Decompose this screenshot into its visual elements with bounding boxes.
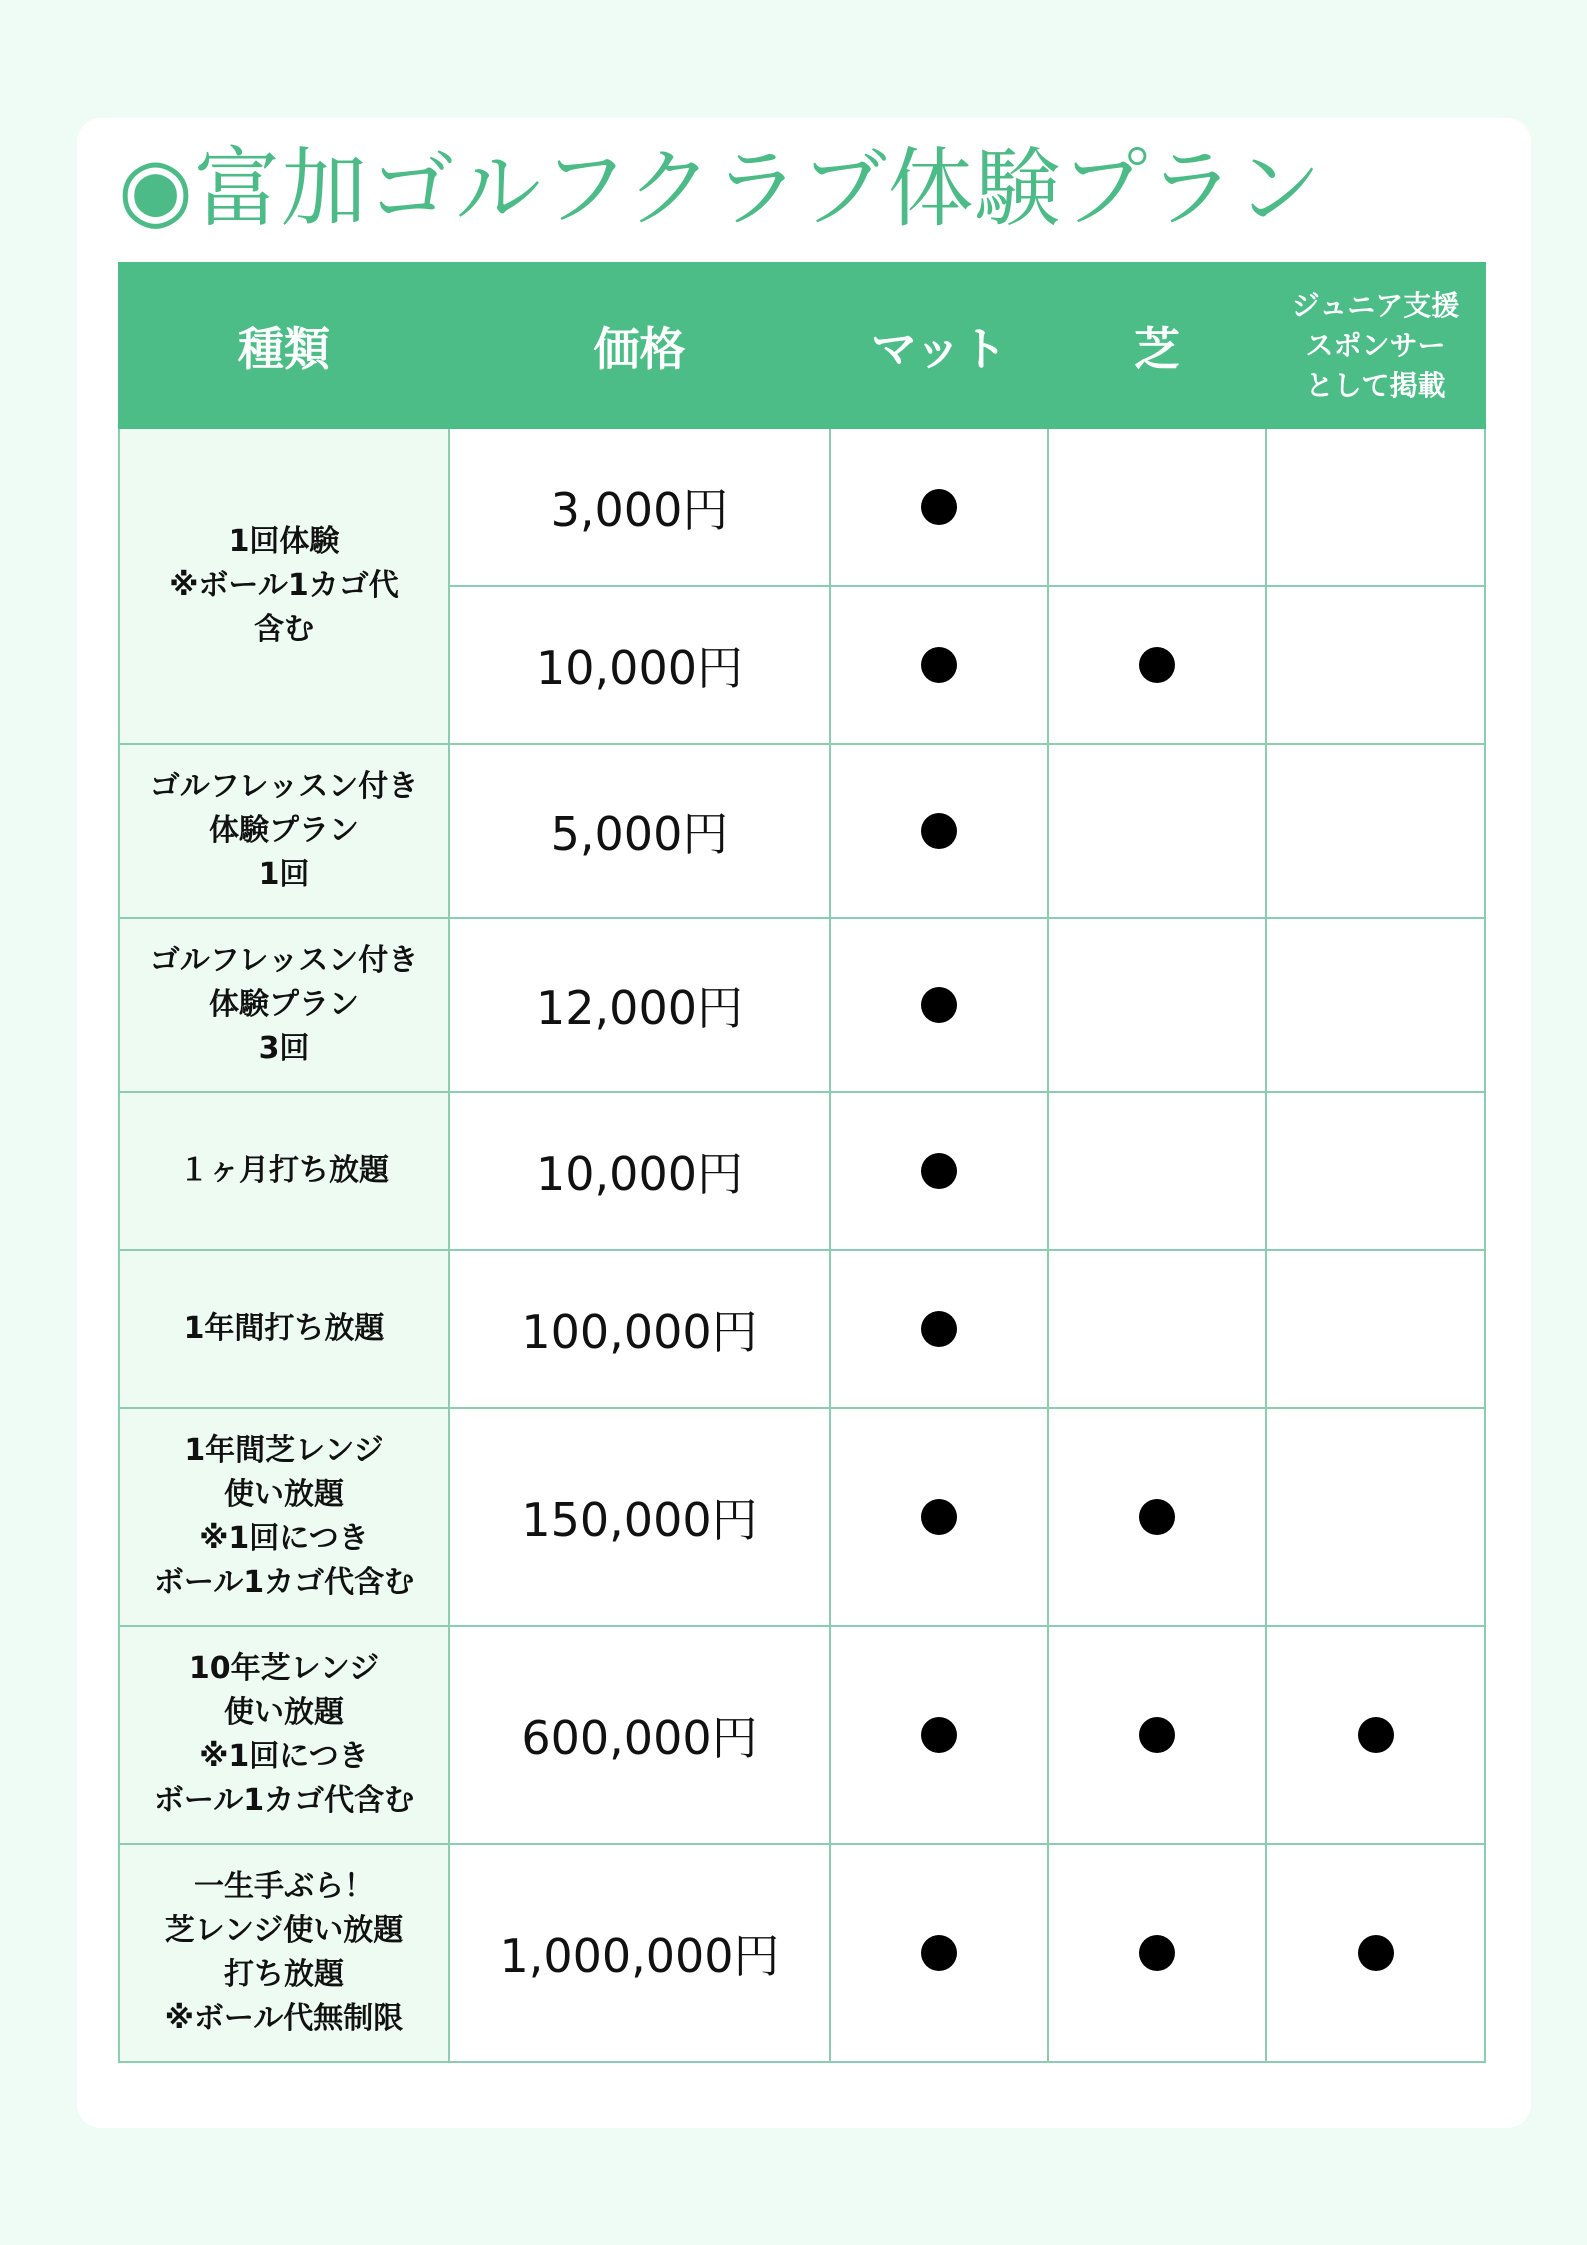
plan-turf-cell — [1048, 744, 1266, 918]
included-dot-icon — [921, 1717, 957, 1753]
plan-type-line: 1回 — [258, 857, 310, 892]
plan-type-line: 3回 — [258, 1031, 310, 1066]
plan-type-cell — [119, 1408, 449, 1626]
plan-sponsor-cell — [1266, 1092, 1485, 1250]
table-row — [119, 428, 1485, 586]
header-sponsor-line: スポンサー — [1305, 328, 1446, 362]
included-dot-icon — [1139, 1499, 1175, 1535]
plan-sponsor-cell — [1266, 428, 1485, 586]
included-dot-icon — [1358, 1935, 1394, 1971]
plan-table — [118, 262, 1486, 2063]
plan-sponsor-cell — [1266, 1250, 1485, 1408]
plan-price-cell: 100,000円 — [449, 1250, 830, 1408]
plan-type-line: 含む — [254, 612, 314, 647]
plan-turf-cell — [1048, 1092, 1266, 1250]
included-dot-icon — [921, 1311, 957, 1347]
plan-price-cell: 3,000円 — [449, 428, 830, 586]
plan-mat-cell — [830, 428, 1048, 586]
plan-type-line: 10年芝レンジ — [188, 1651, 380, 1686]
plan-type-line: 1年間芝レンジ — [184, 1433, 384, 1468]
plan-turf-cell — [1048, 1626, 1266, 1844]
included-dot-icon — [921, 489, 957, 525]
plan-sponsor-cell — [1266, 744, 1485, 918]
table-header-row — [119, 263, 1485, 428]
plan-price-cell: 12,000円 — [449, 918, 830, 1092]
table-row — [119, 1626, 1485, 1844]
plan-type-cell — [119, 428, 449, 744]
plan-type-cell — [119, 1844, 449, 2062]
plan-type-cell — [119, 918, 449, 1092]
plan-type-line: １ヶ月打ち放題 — [179, 1153, 389, 1188]
plan-type-line: 体験プラン — [209, 987, 359, 1022]
header-sponsor-line: として掲載 — [1305, 368, 1446, 402]
plan-sponsor-cell — [1266, 918, 1485, 1092]
plan-sponsor-cell — [1266, 1626, 1485, 1844]
table-row — [119, 1844, 1485, 2062]
plan-type-line: 1回体験 — [228, 524, 340, 559]
plan-type-cell — [119, 744, 449, 918]
included-dot-icon — [1139, 1717, 1175, 1753]
header-type: 種類 — [119, 263, 449, 428]
plan-type-line: 使い放題 — [224, 1477, 344, 1512]
header-sponsor-line: ジュニア支援 — [1291, 288, 1460, 322]
included-dot-icon — [921, 647, 957, 683]
plan-price-cell: 1,000,000円 — [449, 1844, 830, 2062]
plan-type-line: ボール1カゴ代含む — [153, 1565, 415, 1600]
included-dot-icon — [921, 1153, 957, 1189]
plan-sponsor-cell — [1266, 1408, 1485, 1626]
included-dot-icon — [1358, 1717, 1394, 1753]
included-dot-icon — [921, 987, 957, 1023]
plan-mat-cell — [830, 1844, 1048, 2062]
included-dot-icon — [921, 813, 957, 849]
table-row — [119, 1250, 1485, 1408]
plan-mat-cell — [830, 586, 1048, 744]
header-sponsor — [1266, 263, 1485, 428]
plan-type-cell — [119, 1092, 449, 1250]
table-row — [119, 1408, 1485, 1626]
plan-turf-cell — [1048, 1844, 1266, 2062]
plan-turf-cell — [1048, 1250, 1266, 1408]
included-dot-icon — [1139, 647, 1175, 683]
header-turf: 芝 — [1048, 263, 1266, 428]
plan-sponsor-cell — [1266, 1844, 1485, 2062]
plan-price-cell: 150,000円 — [449, 1408, 830, 1626]
plan-price-cell: 10,000円 — [449, 586, 830, 744]
plan-type-line: ボール1カゴ代含む — [153, 1783, 415, 1818]
included-dot-icon — [1139, 1935, 1175, 1971]
plan-type-line: ゴルフレッスン付き — [149, 769, 419, 804]
included-dot-icon — [921, 1499, 957, 1535]
plan-mat-cell — [830, 1092, 1048, 1250]
plan-type-line: 使い放題 — [224, 1695, 344, 1730]
table-row — [119, 744, 1485, 918]
plan-type-line: 芝レンジ使い放題 — [164, 1913, 404, 1948]
plan-price-cell: 5,000円 — [449, 744, 830, 918]
plan-type-line: ゴルフレッスン付き — [149, 943, 419, 978]
plan-mat-cell — [830, 1250, 1048, 1408]
plan-type-cell — [119, 1626, 449, 1844]
included-dot-icon — [921, 1935, 957, 1971]
plan-turf-cell — [1048, 428, 1266, 586]
table-row — [119, 1092, 1485, 1250]
plan-price-cell: 10,000円 — [449, 1092, 830, 1250]
plan-type-line: ※ボール1カゴ代 — [169, 568, 399, 603]
plan-mat-cell — [830, 1408, 1048, 1626]
plan-type-cell — [119, 1250, 449, 1408]
plan-type-line: 1年間打ち放題 — [183, 1311, 385, 1346]
plan-price-cell: 600,000円 — [449, 1626, 830, 1844]
plan-type-line: 一生手ぶら！ — [194, 1869, 374, 1904]
plan-sponsor-cell — [1266, 586, 1485, 744]
plan-type-line: 体験プラン — [209, 813, 359, 848]
header-mat: マット — [830, 263, 1048, 428]
header-price: 価格 — [449, 263, 830, 428]
plan-mat-cell — [830, 918, 1048, 1092]
table-row — [119, 918, 1485, 1092]
plan-mat-cell — [830, 744, 1048, 918]
plan-type-line: ※ボール代無制限 — [164, 2001, 404, 2036]
plan-turf-cell — [1048, 1408, 1266, 1626]
plan-turf-cell — [1048, 586, 1266, 744]
plan-turf-cell — [1048, 918, 1266, 1092]
plan-type-line: ※1回につき — [199, 1739, 369, 1774]
plan-type-line: ※1回につき — [199, 1521, 369, 1556]
plan-mat-cell — [830, 1626, 1048, 1844]
plan-type-line: 打ち放題 — [224, 1957, 344, 1992]
page-title: ◉富加ゴルフクラブ体験プラン — [118, 139, 1323, 239]
